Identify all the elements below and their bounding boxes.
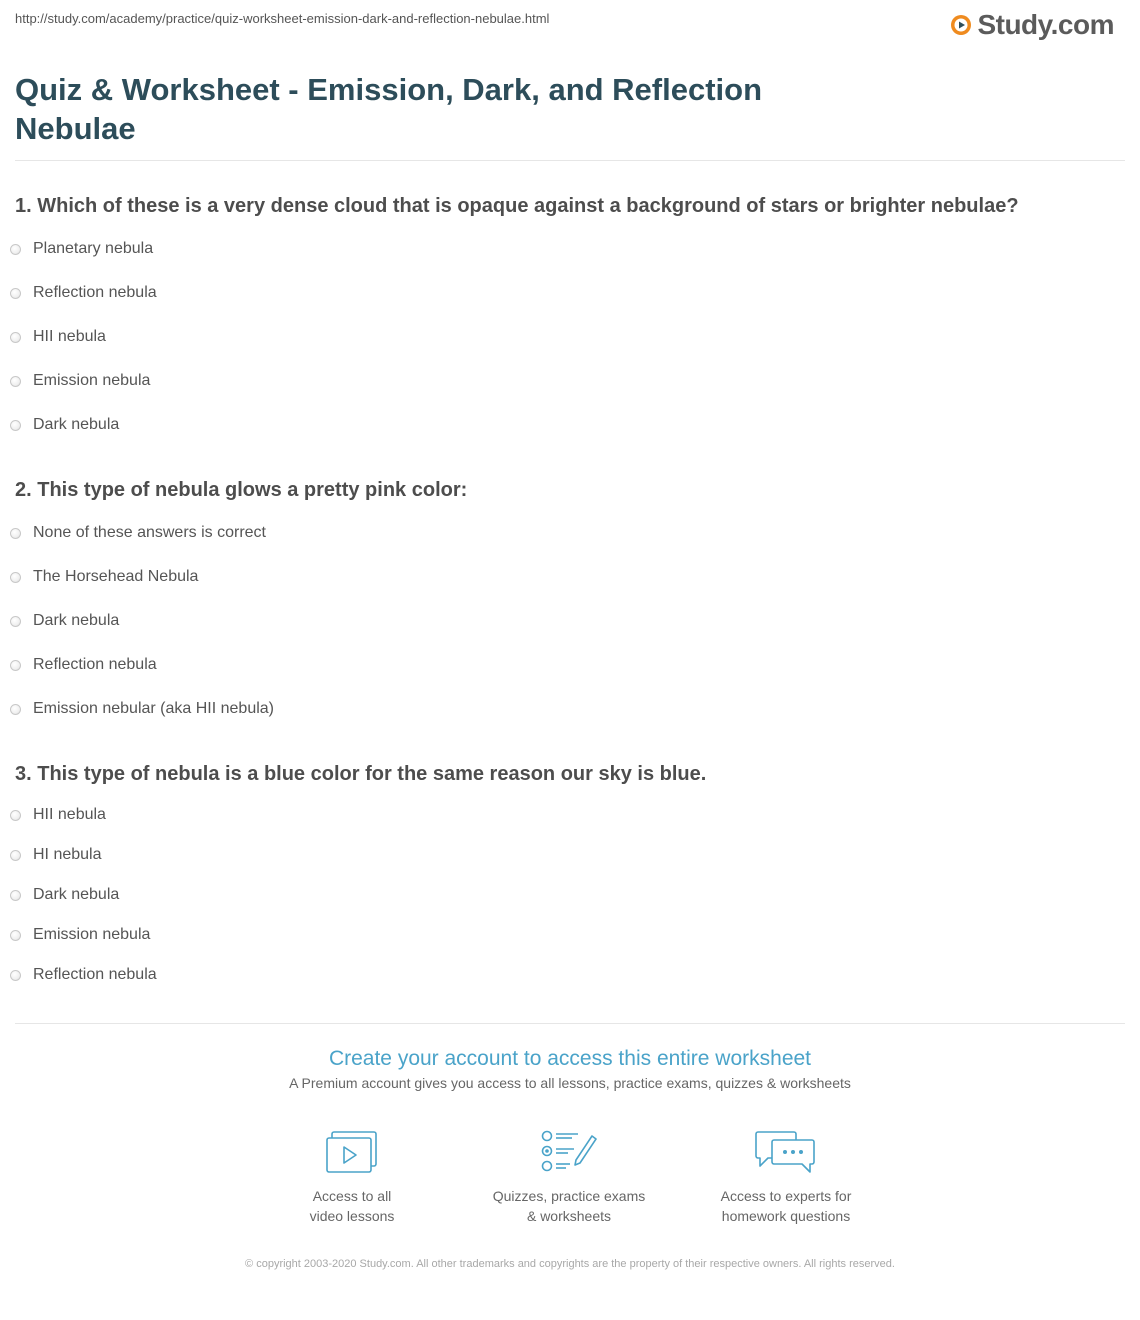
radio-icon[interactable] — [10, 850, 21, 861]
question-text: 2. This type of nebula glows a pretty pink color: — [15, 479, 468, 501]
radio-icon[interactable] — [10, 572, 21, 583]
radio-icon[interactable] — [10, 244, 21, 255]
answer-option[interactable] — [10, 414, 119, 436]
radio-icon[interactable] — [10, 420, 21, 431]
answer-label: Dark nebula — [33, 416, 120, 433]
radio-icon[interactable] — [10, 528, 21, 539]
cta-subtitle: A Premium account gives you access to all lessons, practice exams, quizzes & worksheets — [289, 1075, 851, 1091]
answer-option[interactable] — [10, 370, 150, 392]
answer-label: Reflection nebula — [33, 656, 157, 673]
answer-label: Dark nebula — [33, 886, 120, 903]
answer-option[interactable] — [10, 610, 119, 632]
radio-icon[interactable] — [10, 288, 21, 299]
feature-label-line-2: & worksheets — [526, 1208, 612, 1224]
answer-option[interactable] — [10, 844, 102, 866]
feature-label — [686, 1186, 886, 1226]
answer-label: Reflection nebula — [33, 966, 157, 983]
answer-label: Dark nebula — [33, 612, 120, 629]
feature-label-line-2: video lessons — [309, 1208, 395, 1224]
answer-label: Planetary nebula — [33, 240, 154, 257]
answer-label: Emission nebular (aka HII nebula) — [33, 700, 275, 717]
quiz-checklist-icon — [540, 1130, 598, 1174]
answer-option[interactable] — [10, 698, 274, 720]
answer-label: Emission nebula — [33, 372, 151, 389]
study-logo[interactable] — [950, 8, 1114, 42]
radio-icon[interactable] — [10, 704, 21, 715]
logo-text: Study.com — [977, 9, 1114, 40]
title-divider — [15, 160, 1125, 161]
feature-experts — [686, 1130, 886, 1226]
video-lessons-icon — [325, 1130, 379, 1174]
page-title: Quiz & Worksheet - Emission, Dark, and Reflection Nebulae — [15, 72, 763, 146]
page-url: http://study.com/academy/practice/quiz-worksheet-emission-dark-and-reflection-nebulae.html — [15, 11, 550, 26]
question-3 — [15, 761, 1125, 787]
answer-option[interactable] — [10, 326, 106, 348]
answer-label: Emission nebula — [33, 926, 151, 943]
radio-icon[interactable] — [10, 930, 21, 941]
radio-icon[interactable] — [10, 376, 21, 387]
question-text: 1. Which of these is a very dense cloud that is opaque against a background of stars or brighter nebulae? — [15, 195, 1019, 217]
answer-option[interactable] — [10, 654, 157, 676]
answer-option[interactable] — [10, 884, 119, 906]
copyright-text: © copyright 2003-2020 Study.com. All other trademarks and copyrights are the property of their respective owners. All rights reserved. — [245, 1258, 895, 1270]
answer-label: None of these answers is correct — [33, 524, 266, 541]
feature-label-line-1: Access to experts for — [720, 1188, 852, 1204]
question-2 — [15, 477, 1125, 503]
answer-option[interactable] — [10, 238, 153, 260]
feature-label-line-2: homework questions — [721, 1208, 851, 1224]
cta-title-link[interactable]: Create your account to access this entire worksheet — [328, 1047, 812, 1070]
radio-icon[interactable] — [10, 616, 21, 627]
feature-label — [252, 1186, 452, 1226]
play-logo-icon — [950, 14, 972, 36]
radio-icon[interactable] — [10, 970, 21, 981]
content-divider — [15, 1023, 1125, 1024]
answer-label: HII nebula — [33, 806, 106, 823]
feature-video-lessons — [252, 1130, 452, 1226]
radio-icon[interactable] — [10, 810, 21, 821]
feature-label — [469, 1186, 669, 1226]
premium-cta — [0, 1045, 1140, 1091]
expert-chat-icon — [754, 1130, 818, 1174]
feature-label-line-1: Quizzes, practice exams — [492, 1188, 646, 1204]
answer-label: HII nebula — [33, 328, 106, 345]
answer-option[interactable] — [10, 282, 157, 304]
answer-option[interactable] — [10, 804, 106, 826]
feature-quizzes — [469, 1130, 669, 1226]
answer-option[interactable] — [10, 522, 266, 544]
feature-label-line-1: Access to all — [312, 1188, 392, 1204]
radio-icon[interactable] — [10, 890, 21, 901]
answer-option[interactable] — [10, 924, 150, 946]
answer-label: HI nebula — [33, 846, 102, 863]
answer-option[interactable] — [10, 566, 198, 588]
radio-icon[interactable] — [10, 332, 21, 343]
answer-label: Reflection nebula — [33, 284, 157, 301]
answer-option[interactable] — [10, 964, 157, 986]
answer-label: The Horsehead Nebula — [33, 568, 199, 585]
question-text: 3. This type of nebula is a blue color for the same reason our sky is blue. — [15, 763, 707, 785]
question-1 — [15, 193, 1125, 219]
radio-icon[interactable] — [10, 660, 21, 671]
